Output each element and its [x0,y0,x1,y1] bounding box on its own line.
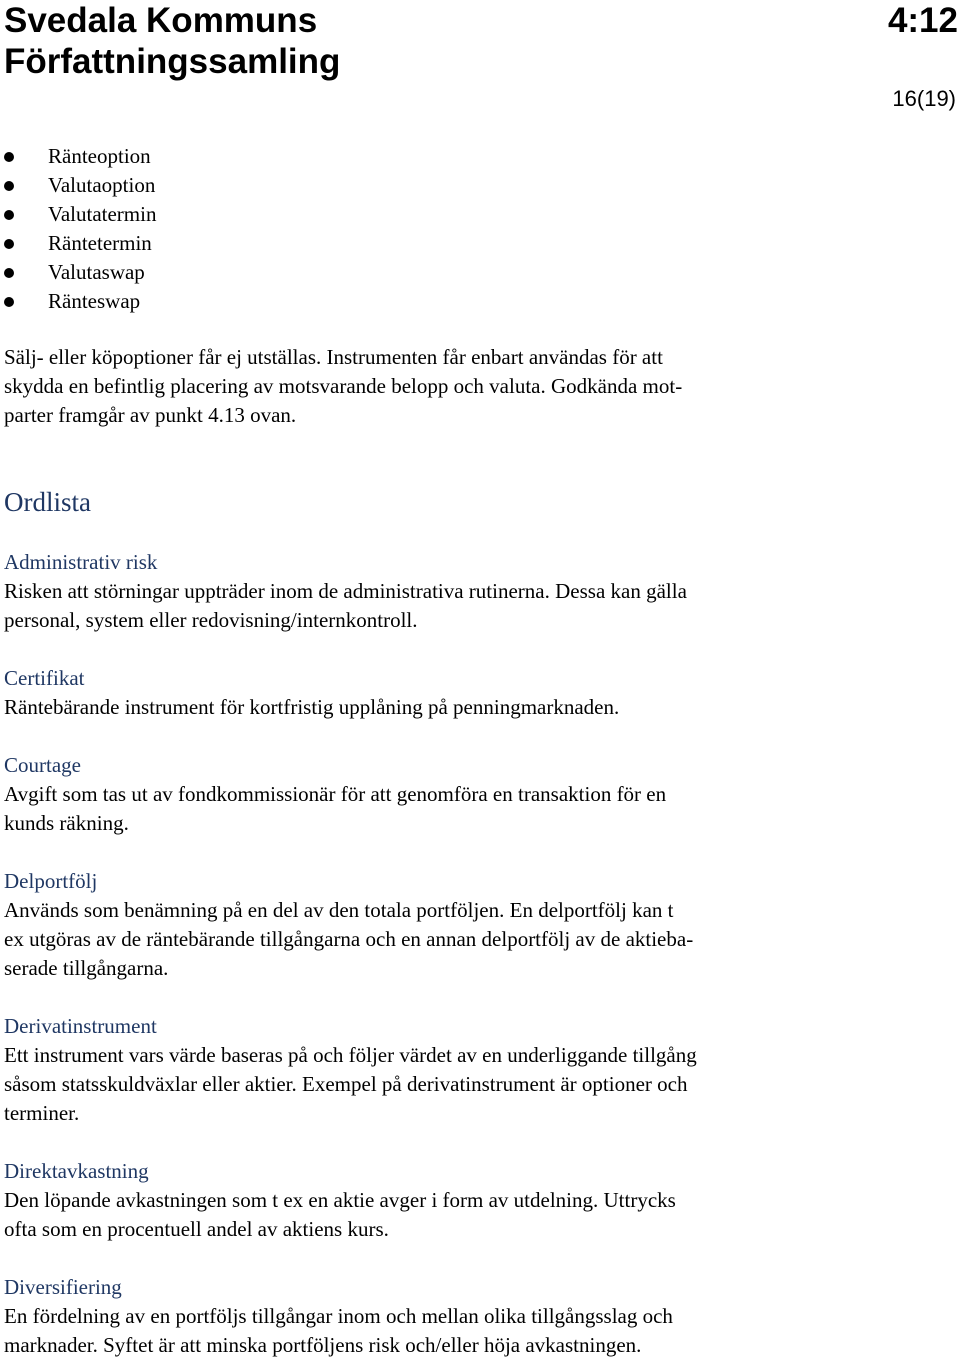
list-item [0,258,156,287]
instrument-paragraph [4,343,924,430]
glossary-definition-line: En fördelning av en portföljs tillgångar inom och mellan olika tillgångsslag och [4,1304,673,1328]
glossary-definition-line: Används som benämning på en del av den totala portföljen. En delportfölj kan t [4,898,674,922]
glossary-definition-line: ex utgöras av de räntebärande tillgångarna och en annan delportfölj av de aktieba- [4,927,694,951]
glossary-definition-line: marknader. Syftet är att minska portföljens risk och/eller höja avkastningen. [4,1333,642,1357]
glossary-term: Administrativ risk [4,550,158,574]
bullet-icon [4,181,14,191]
list-item-label: Räntetermin [48,231,152,255]
glossary-entry [4,1157,924,1244]
glossary-entry [4,1273,924,1360]
glossary-definition-line: personal, system eller redovisning/internkontroll. [4,608,418,632]
glossary-definition-line: Risken att störningar uppträder inom de administrativa rutinerna. Dessa kan gälla [4,579,687,603]
glossary-definition-line: terminer. [4,1101,80,1125]
list-item [0,287,156,316]
list-item-label: Ränteswap [48,289,141,313]
bullet-icon [4,152,14,162]
list-item-label: Valutaoption [48,173,156,197]
glossary-definition-line: kunds räkning. [4,811,129,835]
glossary-entry [4,751,924,838]
list-item-label: Valutatermin [48,202,157,226]
glossary-heading: Ordlista [4,487,91,517]
glossary-term: Courtage [4,753,81,777]
glossary-term: Certifikat [4,666,85,690]
glossary-definition-line: såsom statsskuldväxlar eller aktier. Exempel på derivatinstrument är optioner och [4,1072,688,1096]
glossary-definition-line: Avgift som tas ut av fondkommissionär för att genomföra en transaktion för en [4,782,667,806]
bullet-icon [4,297,14,307]
glossary-entry [4,664,924,722]
glossary-term: Direktavkastning [4,1159,149,1183]
glossary-definition-line: Räntebärande instrument för kortfristig upplåning på penningmarknaden. [4,695,620,719]
glossary-definition-line: Den löpande avkastningen som t ex en aktie avger i form av utdelning. Uttrycks [4,1188,676,1212]
bullet-icon [4,239,14,249]
list-item-label: Valutaswap [48,260,145,284]
glossary-definition-line: ofta som en procentuell andel av aktiens kurs. [4,1217,389,1241]
list-item [0,171,156,200]
glossary-entry [4,867,924,983]
glossary-term: Delportfölj [4,869,98,893]
instrument-list [0,142,156,316]
document-title-line-1: Svedala Kommuns [4,1,318,40]
paragraph-line: skydda en befintlig placering av motsvarande belopp och valuta. Godkända mot- [4,374,683,398]
list-item [0,229,156,258]
list-item [0,200,156,229]
bullet-icon [4,268,14,278]
list-item [0,142,156,171]
document-title-line-2: Författningssamling [4,42,341,81]
bullet-icon [4,210,14,220]
paragraph-line: Sälj- eller köpoptioner får ej utställas. Instrumenten får enbart användas för att [4,345,663,369]
list-item-label: Ränteoption [48,144,151,168]
paragraph-line: parter framgår av punkt 4.13 ovan. [4,403,297,427]
glossary-entry [4,548,924,635]
glossary-definition-line: Ett instrument vars värde baseras på och följer värdet av en underliggande tillgång [4,1043,697,1067]
section-number: 4:12 [887,1,958,40]
glossary-definition-line: serade tillgångarna. [4,956,169,980]
glossary-term: Diversifiering [4,1275,122,1299]
document-title [4,0,340,82]
glossary-term: Derivatinstrument [4,1014,157,1038]
glossary-entry [4,1012,924,1128]
page-indicator: 16(19) [892,86,956,111]
